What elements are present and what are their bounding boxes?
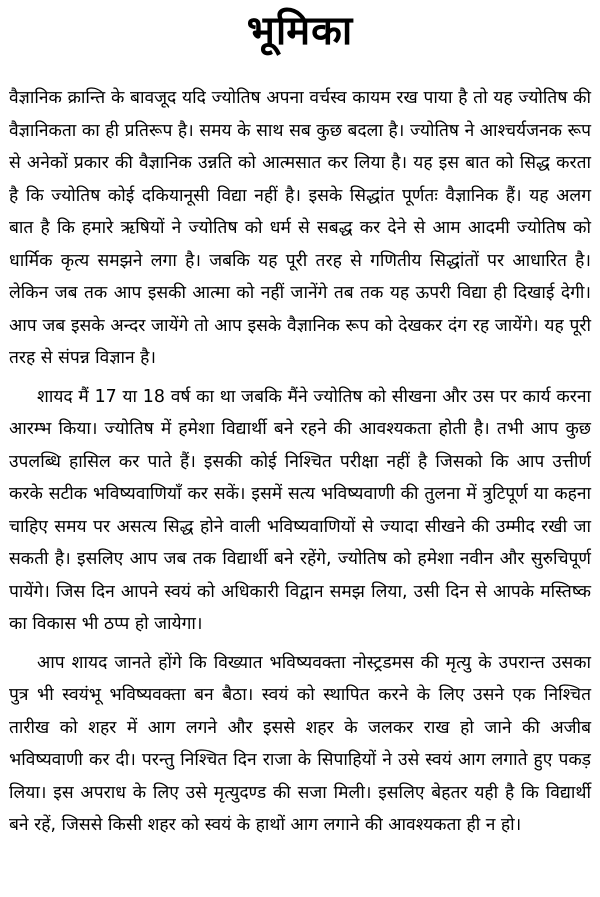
page-title: भूमिका xyxy=(246,8,354,54)
paragraph-1: वैज्ञानिक क्रान्ति के बावजूद यदि ज्योतिष अपना वर्चस्व कायम रख पाया है तो यह ज्योतिष की वैज्ञानिकता का ही प्रतिरूप है। समय के साथ सब कुछ बदला है। ज्योतिष ने आश्चर्यजनक रूप से अनेकों प्रकार की वैज्ञानिक उन्नति को आत्मसात कर लिया है। यह इस बात को सिद्ध करता है कि ज्योतिष कोई दकियानूसी विद्या नहीं है। इसके सिद्धांत पूर्णतः वैज्ञानिक हैं। यह अलग बात है कि हमारे ऋषियों ने ज्योतिष को धर्म से सबद्ध कर देने से आम आदमी ज्योतिष को धार्मिक कृत्य समझने लगा है। जबकि यह पूरी तरह से गणितीय सिद्धांतों पर आधारित है। लेकिन जब तक आप इसकी आत्मा को नहीं जानेंगे तब तक यह ऊपरी विद्या ही दिखाई देगी। आप जब इसके अन्दर जायेंगे तो आप इसके वैज्ञानिक रूप को देखकर दंग रह जायेंगे। यह पूरी तरह से संपन्न विज्ञान है। xyxy=(9,88,591,368)
paragraph-2: शायद मैं 17 या 18 वर्ष का था जबकि मैंने ज्योतिष को सीखना और उस पर कार्य करना आरम्भ किया। ज्योतिष में हमेशा विद्यार्थी बने रहने की आवश्यकता होती है। तभी आप कुछ उपलब्धि हासिल कर पाते हैं। इसकी कोई निश्चित परीक्षा नहीं है जिसको कि आप उत्तीर्ण करके सटीक भविष्यवाणियाँ कर सकें। इसमें सत्य भविष्यवाणी की तुलना में त्रुटिपूर्ण या कहना चाहिए समय पर असत्य सिद्ध होने वाली भविष्यवाणियों से ज्यादा सीखने की उम्मीद रखी जा सकती है। इसलिए आप जब तक विद्यार्थी बने रहेंगे, ज्योतिष को हमेशा नवीन और सुरुचिपूर्ण पायेंगे। जिस दिन आपने स्वयं को अधिकारी विद्वान समझ लिया, उसी दिन से आपके मस्तिष्क का विकास भी ठप्प हो जायेगा। xyxy=(9,386,591,634)
paragraph-3: आप शायद जानते होंगे कि विख्यात भविष्यवक्ता नोस्ट्रडमस की मृत्यु के उपरान्त उसका पुत्र भी स्वयंभू भविष्यवक्ता बन बैठा। स्वयं को स्थापित करने के लिए उसने एक निश्चित तारीख को शहर में आग लगने और इससे शहर के जलकर राख हो जाने की अजीब भविष्यवाणी कर दी। परन्तु निश्चित दिन राजा के सिपाहियों ने उसे स्वयं आग लगाते हुए पकड़ लिया। इस अपराध के लिए उसे मृत्युदण्ड की सजा मिली। इसलिए बेहतर यही है कि विद्यार्थी बने रहें, जिससे किसी शहर को स्वयं के हाथों आग लगाने की आवश्यकता ही न हो। xyxy=(9,652,591,835)
